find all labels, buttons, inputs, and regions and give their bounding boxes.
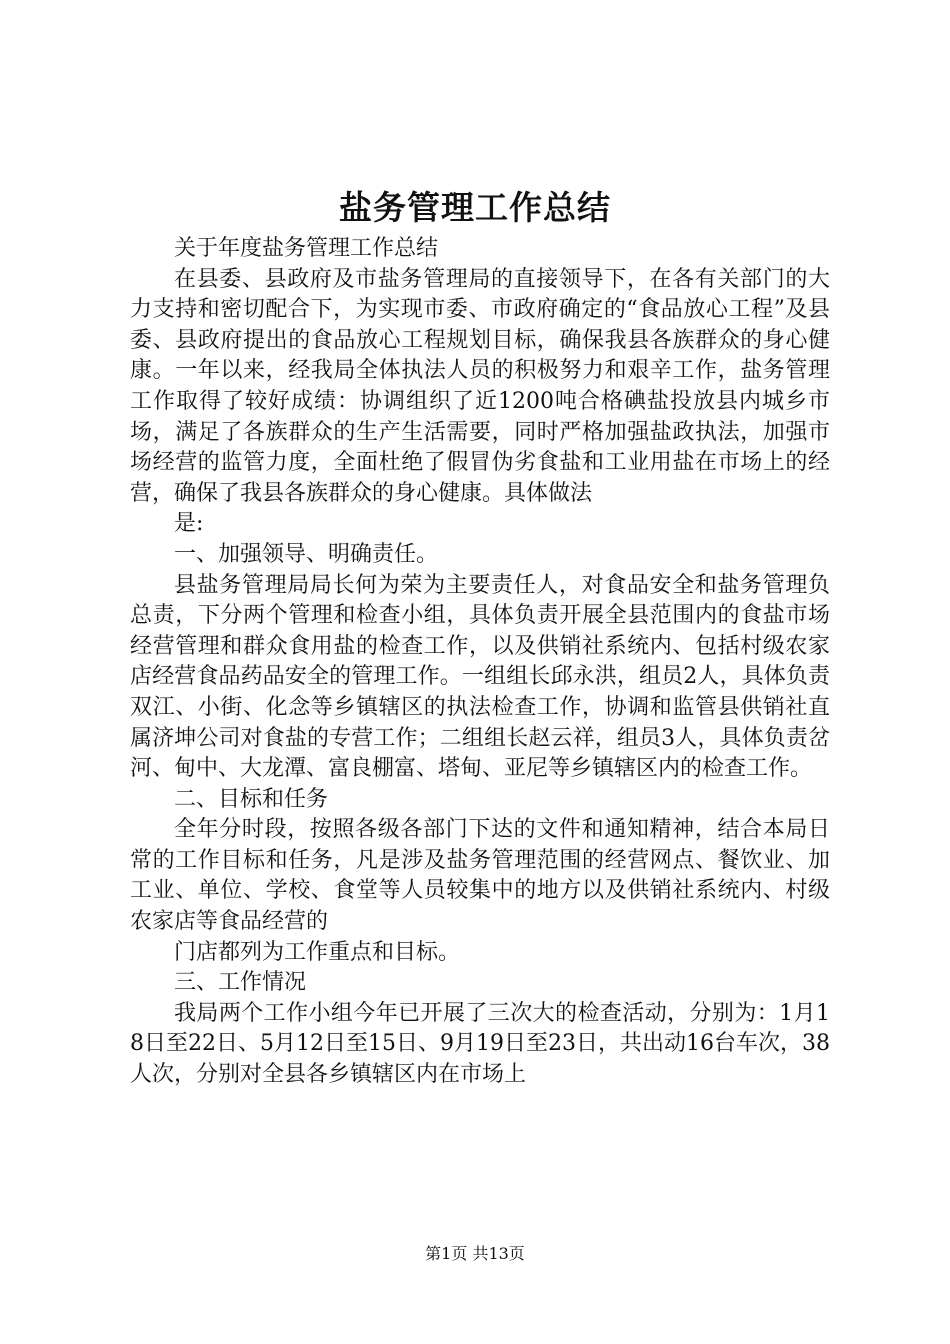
paragraph-subtitle: 关于年度盐务管理工作总结 [174, 236, 439, 261]
section-heading-3: 三、工作情况 [174, 970, 307, 996]
document-title: 盐务管理工作总结 [339, 188, 611, 227]
document-body [130, 234, 830, 1091]
paragraph-leadership: 县盐务管理局局长何为荣为主要责任人，对食品安全和盐务管理负总责，下分两个管理和检查小组，具体负责开展全县范围内的食盐市场经营管理和群众食用盐的检查工作，以及供销社系统内、包括村级农家店经营食品药品安全的管理工作。一组组长邱永洪，组员2人，具体负责双江、小街、化念等乡镇辖区的执法检查工作，协调和监管县供销社直属济坤公司对食盐的专营工作；二组组长赵云祥，组员3人，具体负责岔河、甸中、大龙潭、富良棚富、塔甸、亚尼等乡镇辖区内的检查工作。 [130, 572, 830, 782]
paragraph-shi: 是: [174, 511, 204, 537]
section-heading-1: 一、加强领导、明确责任。 [174, 541, 439, 567]
section-heading-2: 二、目标和任务 [174, 786, 329, 812]
paragraph-work: 我局两个工作小组今年已开展了三次大的检查活动，分别为：1月18日至22日、5月12日至15日、9月19日至23日，共出动16台车次，38人次，分别对全县各乡镇辖区内在市场上 [130, 1000, 830, 1088]
paragraph-targets: 全年分时段，按照各级各部门下达的文件和通知精神，结合本局日常的工作目标和任务，凡是涉及盐务管理范围的经营网点、餐饮业、加工业、单位、学校、食堂等人员较集中的地方以及供销社系统内、村级农家店等食品经营的 [130, 817, 830, 935]
paragraph-intro: 在县委、县政府及市盐务管理局的直接领导下，在各有关部门的大力支持和密切配合下，为实现市委、市政府确定的“食品放心工程”及县委、县政府提出的食品放心工程规划目标，确保我县各族群众的身心健康。一年以来，经我局全体执法人员的积极努力和艰辛工作，盐务管理工作取得了较好成绩：协调组织了近1200吨合格碘盐投放县内城乡市场，满足了各族群众的生产生活需要，同时严格加强盐政执法，加强市场经营的监管力度，全面杜绝了假冒伪劣食盐和工业用盐在市场上的经营，确保了我县各族群众的身心健康。具体做法 [130, 266, 830, 506]
page-footer: 第1页 共13页 [425, 1244, 525, 1263]
paragraph-targets-cont: 门店都列为工作重点和目标。 [174, 939, 461, 965]
